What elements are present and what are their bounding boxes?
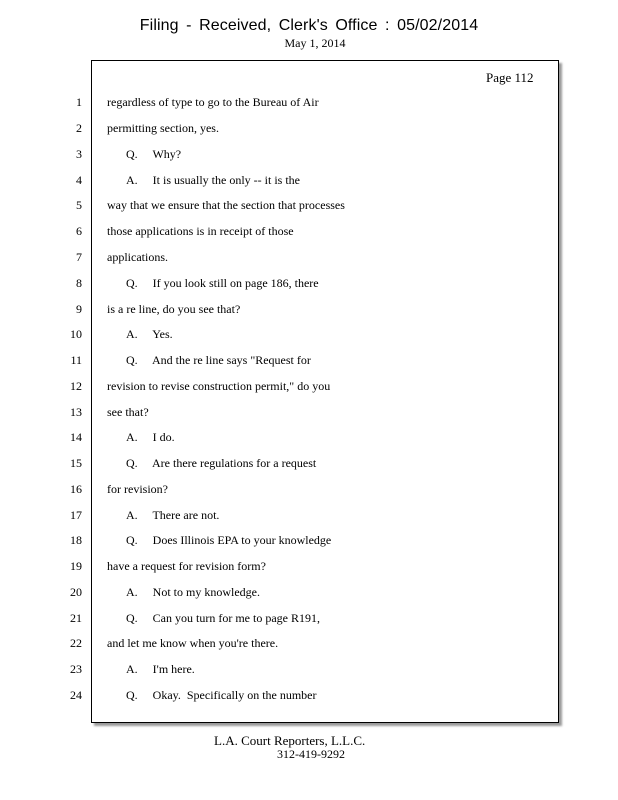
line-text: Q. Can you turn for me to page R191, — [126, 611, 320, 625]
line-text: A. There are not. — [126, 508, 220, 522]
transcript-date: May 1, 2014 — [284, 36, 346, 50]
line-text: Q. Does Illinois EPA to your knowledge — [126, 533, 332, 547]
court-reporter-phone: 312-419-9292 — [277, 747, 345, 761]
line-text: A. Yes. — [126, 327, 173, 341]
line-text: those applications is in receipt of those — [107, 224, 294, 238]
line-number: 21 — [70, 611, 82, 625]
line-text: Q. Okay. Specifically on the number — [126, 688, 317, 702]
line-text: A. I'm here. — [126, 662, 195, 676]
line-number: 5 — [76, 198, 82, 212]
line-number: 10 — [70, 327, 82, 341]
line-text: A. Not to my knowledge. — [126, 585, 260, 599]
line-number: 20 — [70, 585, 82, 599]
line-text: revision to revise construction permit," do you — [107, 379, 331, 393]
line-number: 12 — [70, 379, 82, 393]
line-number: 2 — [76, 121, 82, 135]
line-text: Q. If you look still on page 186, there — [126, 276, 319, 290]
line-number: 14 — [70, 430, 82, 444]
filing-stamp: Filing - Received, Clerk's Office : 05/02/2014 — [139, 17, 479, 34]
line-text: permitting section, yes. — [107, 121, 219, 135]
line-text: A. It is usually the only -- it is the — [126, 173, 300, 187]
line-number: 8 — [76, 276, 82, 290]
line-number: 15 — [70, 456, 82, 470]
line-number: 13 — [70, 405, 82, 419]
line-text: Q. And the re line says "Request for — [126, 353, 311, 367]
line-number: 23 — [70, 662, 82, 676]
line-number: 11 — [70, 353, 82, 367]
line-text: is a re line, do you see that? — [107, 302, 241, 316]
court-reporter-name: L.A. Court Reporters, L.L.C. — [214, 733, 366, 748]
line-text: for revision? — [107, 482, 168, 496]
page-number: Page 112 — [486, 70, 534, 85]
line-number: 6 — [76, 224, 82, 238]
line-number: 9 — [76, 302, 82, 316]
line-number: 22 — [70, 636, 82, 650]
line-number: 17 — [70, 508, 82, 522]
line-text: way that we ensure that the section that processes — [107, 198, 345, 212]
line-text: applications. — [107, 250, 168, 264]
line-number: 4 — [76, 173, 82, 187]
line-number: 1 — [76, 95, 82, 109]
line-text: A. I do. — [126, 430, 175, 444]
line-text: regardless of type to go to the Bureau of Air — [107, 95, 319, 109]
line-text: see that? — [107, 405, 149, 419]
line-number: 19 — [70, 559, 82, 573]
line-number: 7 — [76, 250, 82, 264]
line-number: 18 — [70, 533, 82, 547]
line-number: 24 — [70, 688, 82, 702]
line-text: have a request for revision form? — [107, 559, 266, 573]
line-number: 3 — [76, 147, 82, 161]
line-text: and let me know when you're there. — [107, 636, 279, 650]
line-text: Q. Are there regulations for a request — [126, 456, 317, 470]
line-text: Q. Why? — [126, 147, 182, 161]
line-number: 16 — [70, 482, 82, 496]
